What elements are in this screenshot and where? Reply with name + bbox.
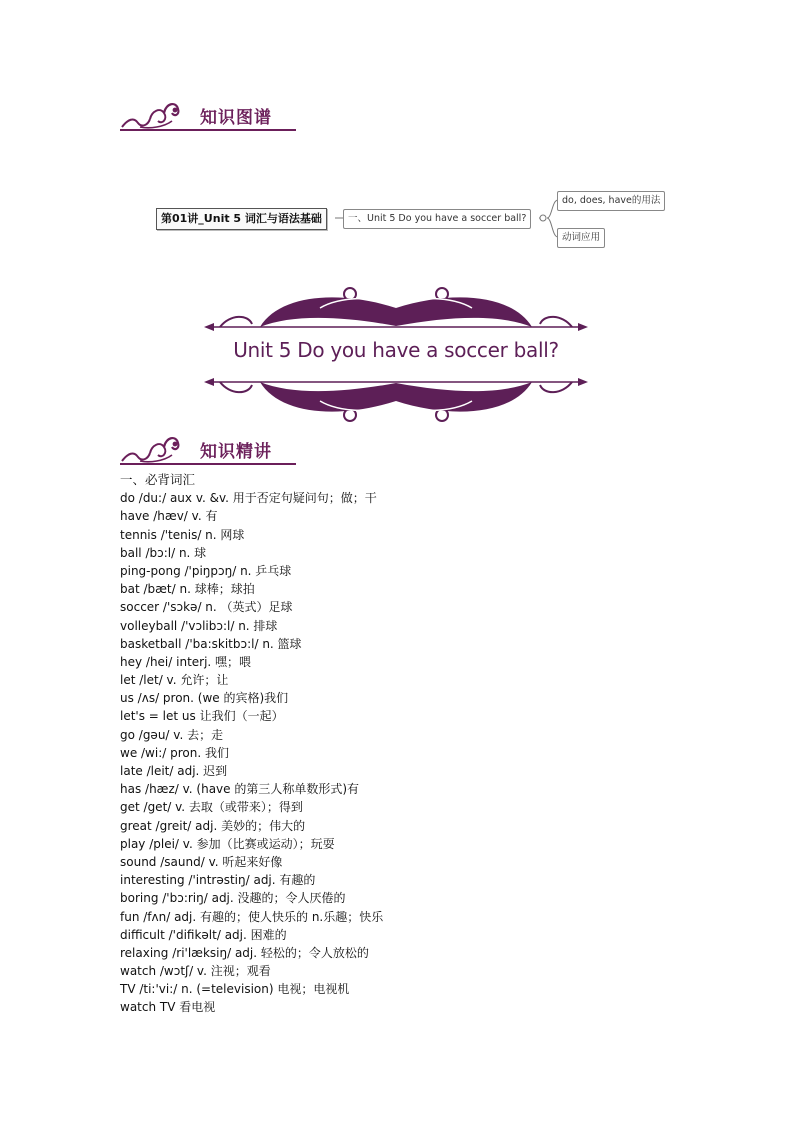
mindmap-leaf-usage[interactable]: do, does, have的用法 xyxy=(557,191,665,211)
vocab-item: ping-pong /'piŋpɔŋ/ n. 乒乓球 xyxy=(120,563,292,578)
vocab-item: play /plei/ v. 参加（比赛或运动）；玩耍 xyxy=(120,836,335,851)
vocab-rows xyxy=(120,489,680,1016)
vocab-item: has /hæz/ v. (have 的第三人称单数形式)有 xyxy=(120,782,360,797)
vocab-section-title: 一、必背词汇 xyxy=(120,472,196,487)
vocab-item: soccer /'sɔkə/ n. （英式）足球 xyxy=(120,600,293,615)
vocab-item: late /leit/ adj. 迟到 xyxy=(120,764,228,778)
vocab-item: ball /bɔ:l/ n. 球 xyxy=(120,545,207,560)
vocab-item: watch TV 看电视 xyxy=(120,1000,216,1015)
vocab-item: boring /'bɔ:riŋ/ adj. 没趣的；令人厌倦的 xyxy=(120,891,346,906)
vocab-item: tennis /'tenis/ n. 网球 xyxy=(120,527,245,542)
vocab-item: us /ʌs/ pron. (we 的宾格)我们 xyxy=(120,691,289,706)
vocab-item: we /wi:/ pron. 我们 xyxy=(120,745,229,760)
flourish-icon xyxy=(120,97,190,131)
vocab-item: difficult /'difikəlt/ adj. 困难的 xyxy=(120,927,287,942)
heading-title: 知识精讲 xyxy=(200,442,272,462)
vocab-item: great /greit/ adj. 美妙的；伟大的 xyxy=(120,818,306,833)
mindmap-leaf-verbs[interactable]: 动词应用 xyxy=(557,228,605,248)
vocab-item: do /du:/ aux v. &v. 用于否定句疑问句；做；干 xyxy=(120,491,377,506)
vocab-item: sound /saund/ v. 听起来好像 xyxy=(120,854,283,869)
mindmap-root-node[interactable]: 第01讲_Unit 5 词汇与语法基础 xyxy=(156,208,327,230)
vocab-item: let's = let us 让我们（一起） xyxy=(120,709,284,724)
vocab-item: let /let/ v. 允许；让 xyxy=(120,673,229,688)
heading-rule xyxy=(120,129,296,131)
vocab-item: get /get/ v. 去取（或带来）；得到 xyxy=(120,800,303,815)
heading-rule xyxy=(120,463,296,465)
vocab-list xyxy=(120,471,680,1017)
section-heading-map xyxy=(120,97,296,131)
vocab-item: volleyball /'vɔlibɔ:l/ n. 排球 xyxy=(120,618,278,633)
vocab-item: watch /wɔtʃ/ v. 注视；观看 xyxy=(120,964,271,979)
vocab-item: fun /fʌn/ adj. 有趣的；使人快乐的 n.乐趣；快乐 xyxy=(120,909,384,924)
section-heading-lecture xyxy=(120,431,296,465)
banner-title: Unit 5 Do you have a soccer ball? xyxy=(233,338,559,362)
vocab-item: bat /bæt/ n. 球棒；球拍 xyxy=(120,582,255,597)
vocab-item: have /hæv/ v. 有 xyxy=(120,509,218,524)
vocab-item: TV /ti:'vi:/ n. (=television) 电视；电视机 xyxy=(120,982,350,997)
vocab-item: go /gəu/ v. 去；走 xyxy=(120,727,224,742)
flourish-icon xyxy=(120,431,190,465)
mindmap-child-node[interactable]: 一、Unit 5 Do you have a soccer ball? xyxy=(343,209,531,229)
vocab-item: basketball /'ba:skitbɔ:l/ n. 篮球 xyxy=(120,636,302,651)
vocab-item: hey /hei/ interj. 嘿；喂 xyxy=(120,654,252,669)
vocab-item: relaxing /ri'læksiŋ/ adj. 轻松的；令人放松的 xyxy=(120,945,369,960)
heading-title: 知识图谱 xyxy=(200,108,272,128)
vocab-item: interesting /'intrəstiŋ/ adj. 有趣的 xyxy=(120,873,316,888)
